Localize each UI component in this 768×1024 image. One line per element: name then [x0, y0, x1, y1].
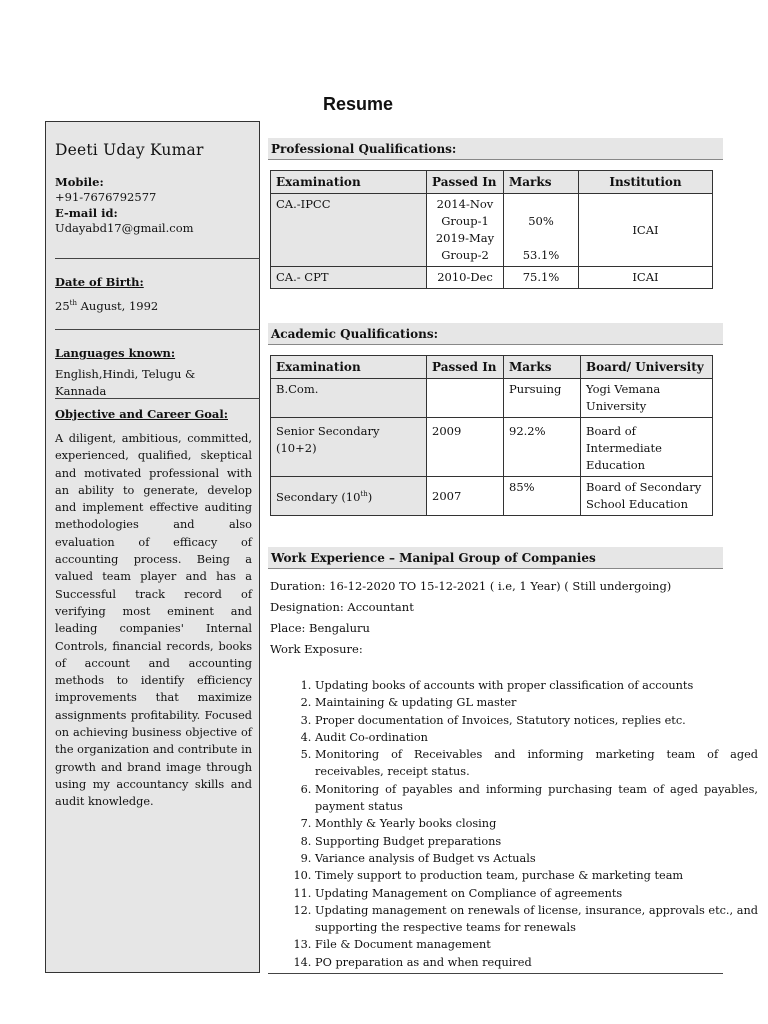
marks-cell: 75.1% — [504, 267, 579, 289]
list-item: 7. Monthly & Yearly books closing — [315, 815, 758, 832]
list-item: 1. Updating books of accounts with proper classification of accounts — [315, 677, 758, 694]
list-item: 10. Timely support to production team, purchase & marketing team — [315, 867, 758, 884]
academic-table — [270, 355, 713, 516]
divider — [55, 398, 260, 399]
passed-cell — [427, 379, 504, 418]
mobile-value: +91-7676792577 — [55, 190, 157, 204]
column-header: Institution — [579, 171, 713, 194]
exam-cell: Senior Secondary (10+2) — [271, 418, 427, 477]
table-row — [271, 418, 713, 477]
dob-value: 25th August, 1992 — [55, 298, 159, 313]
marks-cell: 92.2% — [504, 418, 581, 477]
work-exposure-label: Work Exposure: — [270, 642, 363, 656]
email-label: E-mail id: — [55, 206, 118, 220]
candidate-name: Deeti Uday Kumar — [55, 141, 204, 159]
board-cell: Yogi Vemana University — [581, 379, 713, 418]
languages-value: English,Hindi, Telugu & Kannada — [55, 367, 196, 398]
list-item: 8. Supporting Budget preparations — [315, 833, 758, 850]
passed-cell: 2014-Nov Group-1 2019-May Group-2 — [427, 194, 504, 267]
languages-label: Languages known: — [55, 346, 176, 360]
column-header: Examination — [271, 171, 427, 194]
exam-cell: CA.- CPT — [271, 267, 427, 289]
academic-heading: Academic Qualifications: — [268, 323, 723, 345]
objective-text: A diligent, ambitious, committed, experienced, qualified, skeptical and motivated professional with an ability to generate, develop and implement effective auditing methodologies and also evaluation of efficacy of accounting process. Being a valued team player and has a Successful track record of verifying most eminent and leading companies' Internal Controls, financial records, books of account and accounting methods to identify efficiency improvements that maximize assignments profitability. Focused on achieving business objective of the organization and contribute in growth and brand image through using my accountancy skills and audit knowledge. — [55, 432, 252, 809]
marks-cell: 50% 53.1% — [504, 194, 579, 267]
column-header: Board/ University — [581, 356, 713, 379]
list-item: 12. Updating management on renewals of license, insurance, approvals etc., and supporting the respective teams for renewals — [315, 902, 758, 937]
bottom-divider — [268, 973, 723, 974]
list-item: 2. Maintaining & updating GL master — [315, 694, 758, 711]
marks-cell: 85% — [504, 477, 581, 516]
table-row — [271, 267, 713, 289]
exam-cell: Secondary (10th) — [271, 477, 427, 516]
professional-table — [270, 170, 713, 289]
objective-label: Objective and Career Goal: — [55, 407, 228, 421]
list-item: 13. File & Document management — [315, 936, 758, 953]
marks-cell: Pursuing — [504, 379, 581, 418]
duration: Duration: 16-12-2020 TO 15-12-2021 ( i.e, 1 Year) ( Still undergoing) — [270, 579, 672, 593]
list-item: 9. Variance analysis of Budget vs Actuals — [315, 850, 758, 867]
table-row — [271, 194, 713, 267]
designation: Designation: Accountant — [270, 600, 414, 614]
column-header: Marks — [504, 171, 579, 194]
column-header: Passed In — [427, 171, 504, 194]
table-header-row — [271, 356, 713, 379]
work-exposure-list — [270, 677, 758, 971]
passed-cell: 2007 — [427, 477, 504, 516]
email-value: Udayabd17@gmail.com — [55, 221, 194, 235]
board-cell: Board of Intermediate Education — [581, 418, 713, 477]
divider — [55, 258, 260, 259]
divider — [55, 329, 260, 330]
table-row — [271, 477, 713, 516]
list-item: 11. Updating Management on Compliance of agreements — [315, 885, 758, 902]
list-item: 4. Audit Co-ordination — [315, 729, 758, 746]
page-title: Resume — [322, 94, 394, 114]
work-info — [270, 576, 671, 660]
list-item: 5. Monitoring of Receivables and informing marketing team of aged receivables, receipt status. — [315, 746, 758, 781]
work-heading: Work Experience – Manipal Group of Companies — [268, 547, 723, 569]
exam-cell: B.Com. — [271, 379, 427, 418]
table-header-row — [271, 171, 713, 194]
dob-label: Date of Birth: — [55, 275, 144, 289]
column-header: Passed In — [427, 356, 504, 379]
professional-heading: Professional Qualifications: — [268, 138, 723, 160]
board-cell: Board of Secondary School Education — [581, 477, 713, 516]
exam-cell: CA.-IPCC — [271, 194, 427, 267]
list-item: 14. PO preparation as and when required — [315, 954, 758, 971]
sidebar — [45, 121, 260, 973]
institution-cell: ICAI — [579, 194, 713, 267]
list-item: 6. Monitoring of payables and informing purchasing team of aged payables, payment status — [315, 781, 758, 816]
passed-cell: 2009 — [427, 418, 504, 477]
place: Place: Bengaluru — [270, 621, 370, 635]
table-row — [271, 379, 713, 418]
column-header: Examination — [271, 356, 427, 379]
column-header: Marks — [504, 356, 581, 379]
institution-cell: ICAI — [579, 267, 713, 289]
mobile-label: Mobile: — [55, 175, 104, 189]
list-item: 3. Proper documentation of Invoices, Statutory notices, replies etc. — [315, 712, 758, 729]
passed-cell: 2010-Dec — [427, 267, 504, 289]
